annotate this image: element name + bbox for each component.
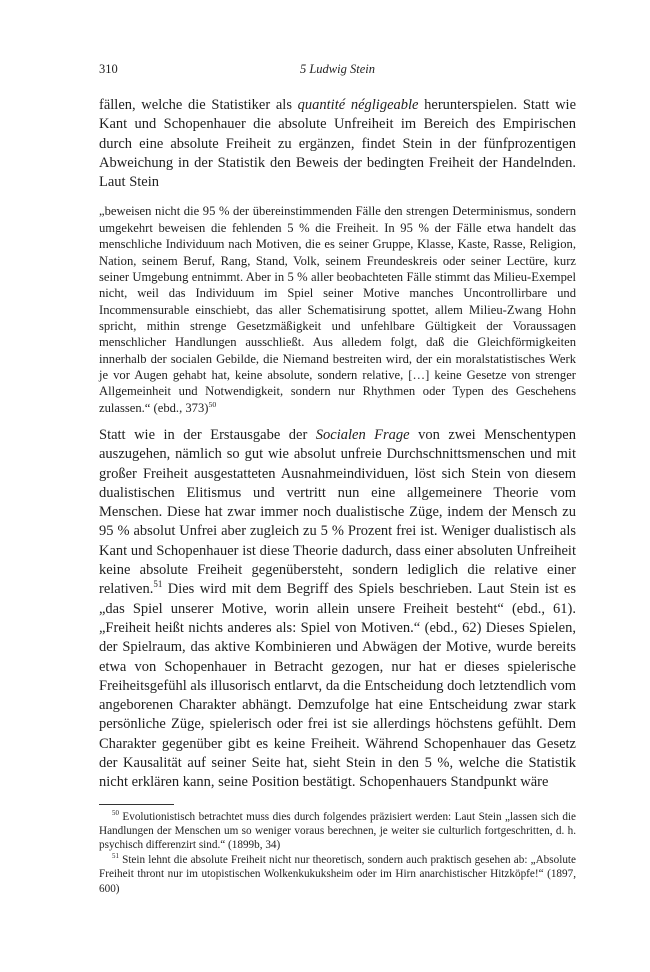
body-paragraph-2 [99, 426, 576, 793]
para2-italic: Socialen Frage [315, 426, 410, 443]
footnote-text: Evolutionistisch betrachtet muss dies durch folgendes präzisiert werden: Laut Stein „lassen sich die Handlungen der Menschen um so weniger voraus berechnen, je weiter sie culturlich fortgeschritten, d. h. psychisch differenzirt sind.“ (1899b, 34) [99, 810, 576, 852]
block-quote [99, 203, 576, 415]
footnote-51 [99, 853, 576, 896]
page-number: 310 [99, 62, 118, 76]
footnote-ref-51[interactable]: 51 [153, 579, 163, 590]
quote-text: „beweisen nicht die 95 % der übereinstimmenden Fälle den strengen Determinismus, sondern umgekehrt beweisen die fehlenden 5 % die Freiheit. In 95 % der Fälle etwa handelt das menschliche Individuum nach Motiven, die es seiner Gruppe, Klasse, Kaste, Rasse, Religion, Nation, seinem Beruf, Rang, Stand, Volk, seinem Freundeskreis oder seiner Lectüre, kurz seiner Umgebung entnimmt. Aber in 5 % aller beobachteten Fälle stimmt das Milieu-Exempel nicht, weil das Individuum im Spiel seiner Motive manches Uncontrollirbare und Incommensurable einschiebt, das aller Schematisirung spottet, allem Milieu-Zwang Hohn spricht, mithin strenge Gesetzmäßigkeit und unfehlbare Gültigkeit der Voraussagen menschlicher Handlungen ausschließt. Aus alledem folgt, daß die Gleichförmigkeiten innerhalb der socialen Gebilde, die Niemand bestreiten wird, der ein moralstatistisches Werk je vor Augen gehabt hat, keine absolute, sondern relative, […] keine Gesetze von strenger Allgemeinheit und Notwendigkeit, sondern nur Rhythmen oder Typen des Geschehens zulassen.“ (ebd., 373) [99, 204, 576, 415]
para1-text-1: fällen, welche die Statistiker als [99, 97, 298, 113]
para1-text-2: herunterspielen. Statt wie Kant und Schopenhauer die absolute Unfreiheit im Bereich des Empirischen durch eine absolute Freiheit zu ergänzen, findet Stein in der fünfprozentigen Abweichung in der Statistik den Beweis der bedingten Freiheit der Handelnden. Laut Stein [99, 97, 577, 191]
body-paragraph-1 [99, 96, 576, 192]
para1-italic: quantité négligeable [297, 97, 419, 113]
para2-text-1: Statt wie in der Erstausgabe der [99, 426, 316, 443]
para2-text-2: von zwei Menschentypen auszugehen, nämlich so gut wie absolut unfreie Durchschnittsmenschen und mit großer Freiheit ausgestatteten Ausnahmeindividuen, löst sich Stein von diesem dualistischen Elitismus und vertritt nun eine allgemeinere Theorie vom Menschen. Diese hat zwar immer noch dualistische Züge, indem der Mensch zu 95 % absolut Unfrei aber zugleich zu 5 % Prozent frei ist. Weniger dualistisch als Kant und Schopenhauer ist diese Theorie dadurch, dass einer absoluten Unfreiheit keine absolute Freiheit gegenübersteht, sondern lediglich die relative einer relativen. [99, 426, 576, 598]
running-head [99, 62, 576, 84]
footnote-number: 50 [112, 808, 119, 817]
para2-text-3: Dies wird mit dem Begriff des Spiels beschrieben. Laut Stein ist es „das Spiel unserer Motive, worin allein unsere Freiheit besteht“ (ebd., 61). „Freiheit heißt nichts anderes als: Spiel von Motiven.“ (ebd., 62) Dieses Spielen, der Spielraum, das aktive Kombinieren und Abwägen der Motive, wurde bereits etwa von Schopenhauer in Betracht gezogen, nur hat er dieses spielerische Freiheitsgefühl als illusorisch entlarvt, da die Entscheidung doch letztendlich vom angeborenen Charakter abhängt. Demzufolge hat eine Entscheidung zwar stark persönliche Züge, spielerisch oder frei ist sie allerdings höchstens gefühlt. Dem Charakter gegenüber gibt es keine Freiheit. Während Schopenhauer das Gesetz der Kausalität auf seiner Seite hat, sieht Stein in den 5 %, welche die Statistik nicht erklären kann, seine Position bestätigt. Schopenhauers Standpunkt wäre [99, 581, 576, 791]
footnote-number: 51 [112, 852, 119, 861]
chapter-title: 5 Ludwig Stein [299, 62, 375, 76]
page [99, 62, 576, 896]
footnote-text: Stein lehnt die absolute Freiheit nicht nur theoretisch, sondern auch praktisch gesehen ab: „Absolute Freiheit thront nur im utopistischen Wolkenkukuksheim oder im Hirn anarchistischer Hitzköpfe!“ (1897, 600) [99, 853, 576, 895]
footnote-50 [99, 810, 576, 853]
footnote-divider [99, 804, 174, 805]
footnote-ref-50[interactable]: 50 [208, 399, 217, 409]
